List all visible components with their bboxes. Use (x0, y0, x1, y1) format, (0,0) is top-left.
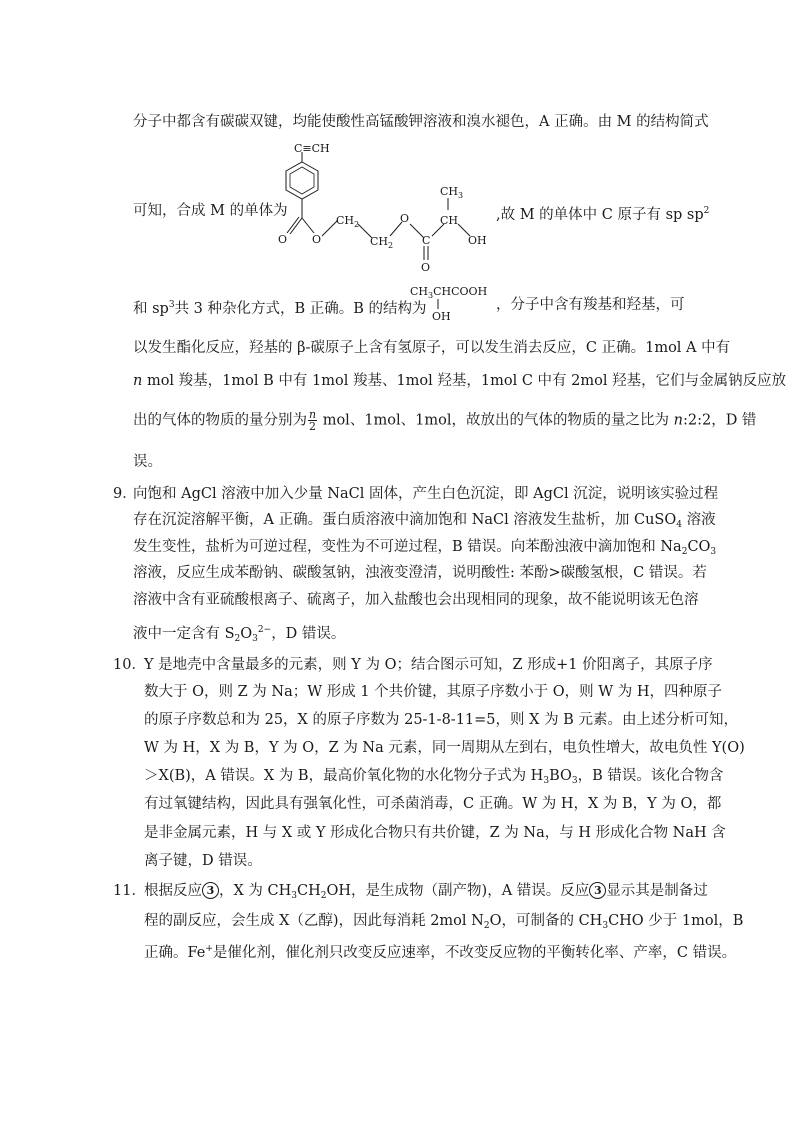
circled-3: 3 (202, 882, 219, 899)
carbonyl-o-1: O (278, 233, 288, 246)
q10-line-3: 的原子序数总和为 25，X 的原子序数为 25-1-8-11=5，则 X 为 B 元素。由上述分析可知， (144, 712, 738, 728)
ch2-b: $CH_2$ (370, 235, 394, 250)
carbonyl-o-2: O (421, 261, 431, 274)
q11-line-3: 正确。Fe+是催化剂，催化剂只改变反应速率，不改变反应物的平衡转化率、产率，C 错误。 (144, 944, 737, 961)
p8-line-1: 分子中都含有碳碳双键，均能使酸性高锰酸钾溶液和溴水褪色，A 正确。由 M 的结构简式 (133, 114, 709, 130)
ester-c-2: C (422, 234, 431, 247)
p8-line-5: n mol 羧基，1mol B 中有 1mol 羧基、1mol 羟基，1mol C 中有 2mol 羟基，它们与金属钠反应放 (133, 373, 787, 389)
q10-number: 10． (113, 657, 146, 673)
q9-line-6: 液中一定含有 $S_2O_3^{2-}$，D 错误。 (133, 625, 346, 644)
compound-b-structure (408, 283, 494, 323)
q10-line-6: 有过氧键结构，因此具有强氧化性，可杀菌消毒，C 正确。W 为 H，X 为 B，Y 为 O，都 (144, 796, 722, 812)
ch2-a: $CH_2$ (336, 214, 360, 229)
q10-line-7: 是非金属元素，H 与 X 或 Y 形成化合物只有共价键，Z 为 Na，与 H 形成化合物 NaH 含 (144, 825, 726, 841)
p8-line-7: 误。 (133, 454, 162, 470)
q9-number: 9． (113, 486, 137, 502)
p8-line-3c: ，分子中含有羧基和羟基，可 (496, 297, 685, 313)
fraction-n-over-2: $\frac{n}{2}$ (309, 408, 317, 433)
q10-line-4: W 为 H，X 为 B，Y 为 O，Z 为 Na 元素，同一周期从左到右，电负性增大，故电负性 Y(O) (144, 740, 745, 756)
circled-3-b: 3 (589, 882, 606, 899)
oh-label: OH (468, 234, 487, 247)
q11-line-2: 程的副反应，会生成 X（乙醇)，因此每消耗 2mol $N_2O$，可制备的 $CH_3CHO$ 少于 1mol，B (144, 913, 744, 931)
q9-line-5: 溶液中含有亚硫酸根离子、硫离子，加入盐酸也会出现相同的现象，故不能说明该无色溶 (133, 592, 699, 608)
p8-line-2a: 可知，合成 M 的单体为 (133, 203, 288, 219)
q10-line-5: ＞X(B)，A 错误。X 为 B，最高价氧化物的水化物分子式为 $H_3BO_3$，B 错误。该化合物含 (144, 768, 724, 786)
q11-number: 11． (113, 883, 146, 899)
monomer-m-structure (272, 140, 498, 275)
alkyne-label: C≡CH (294, 142, 330, 155)
ch-label: CH (440, 214, 459, 227)
p8-line-2b: ,故 M 的单体中 C 原子有 sp $sp^2$ (496, 206, 710, 223)
q9-line-3: 发生变性，盐析为可逆过程，变性为不可逆过程，B 错误。向苯酚浊液中滴加饱和 $Na_2CO_3$ (133, 539, 717, 557)
b-oh: OH (432, 310, 451, 323)
p8-line-4: 以发生酯化反应，羟基的 β-碳原子上含有氢原子，可以发生消去反应，C 正确。1mol A 中有 (133, 340, 731, 356)
q9-line-1: 向饱和 AgCl 溶液中加入少量 NaCl 固体，产生白色沉淀，即 AgCl 沉淀，说明该实验过程 (133, 486, 719, 502)
benzene-ring (286, 162, 318, 199)
q11-line-1: 根据反应 3 ，X 为 $CH_3CH_2OH$，是生成物（副产物)，A 错误。反应 3 显示其是制备过 (144, 883, 708, 901)
q10-line-1: Y 是地壳中含量最多的元素，则 Y 为 O；结合图示可知，Z 形成+1 价阳离子，其原子序 (144, 657, 713, 673)
p8-line-6: 出的气体的物质的量分别为 $\frac{n}{2}$ mol、1mol、1mol，故放出的气体的物质的量之比为 n:2:2，D 错 (133, 408, 757, 433)
ester-o-1: O (312, 233, 322, 246)
p8-line-3a: 和 $sp^3$共 3 种杂化方式，B 正确。B 的结构为 (133, 300, 427, 317)
q9-line-4: 溶液，反应生成苯酚钠、碳酸氢钠，浊液变澄清，说明酸性: 苯酚>碳酸氢根，C 错误。若 (133, 565, 707, 581)
q10-line-8: 离子键，D 错误。 (144, 853, 262, 869)
chain-o: O (400, 212, 410, 225)
q9-line-2: 存在沉淀溶解平衡，A 正确。蛋白质溶液中滴加饱和 NaCl 溶液发生盐析，加 CuSO$_4$ 溶液 (133, 512, 716, 530)
ch3-label: $CH_3$ (440, 185, 464, 200)
b-top: $CH_3CHCOOH$ (410, 285, 488, 300)
q10-line-2: 数大于 O，则 Z 为 Na；W 形成 1 个共价键，其原子序数小于 O，则 W 为 H，四种原子 (144, 684, 723, 700)
